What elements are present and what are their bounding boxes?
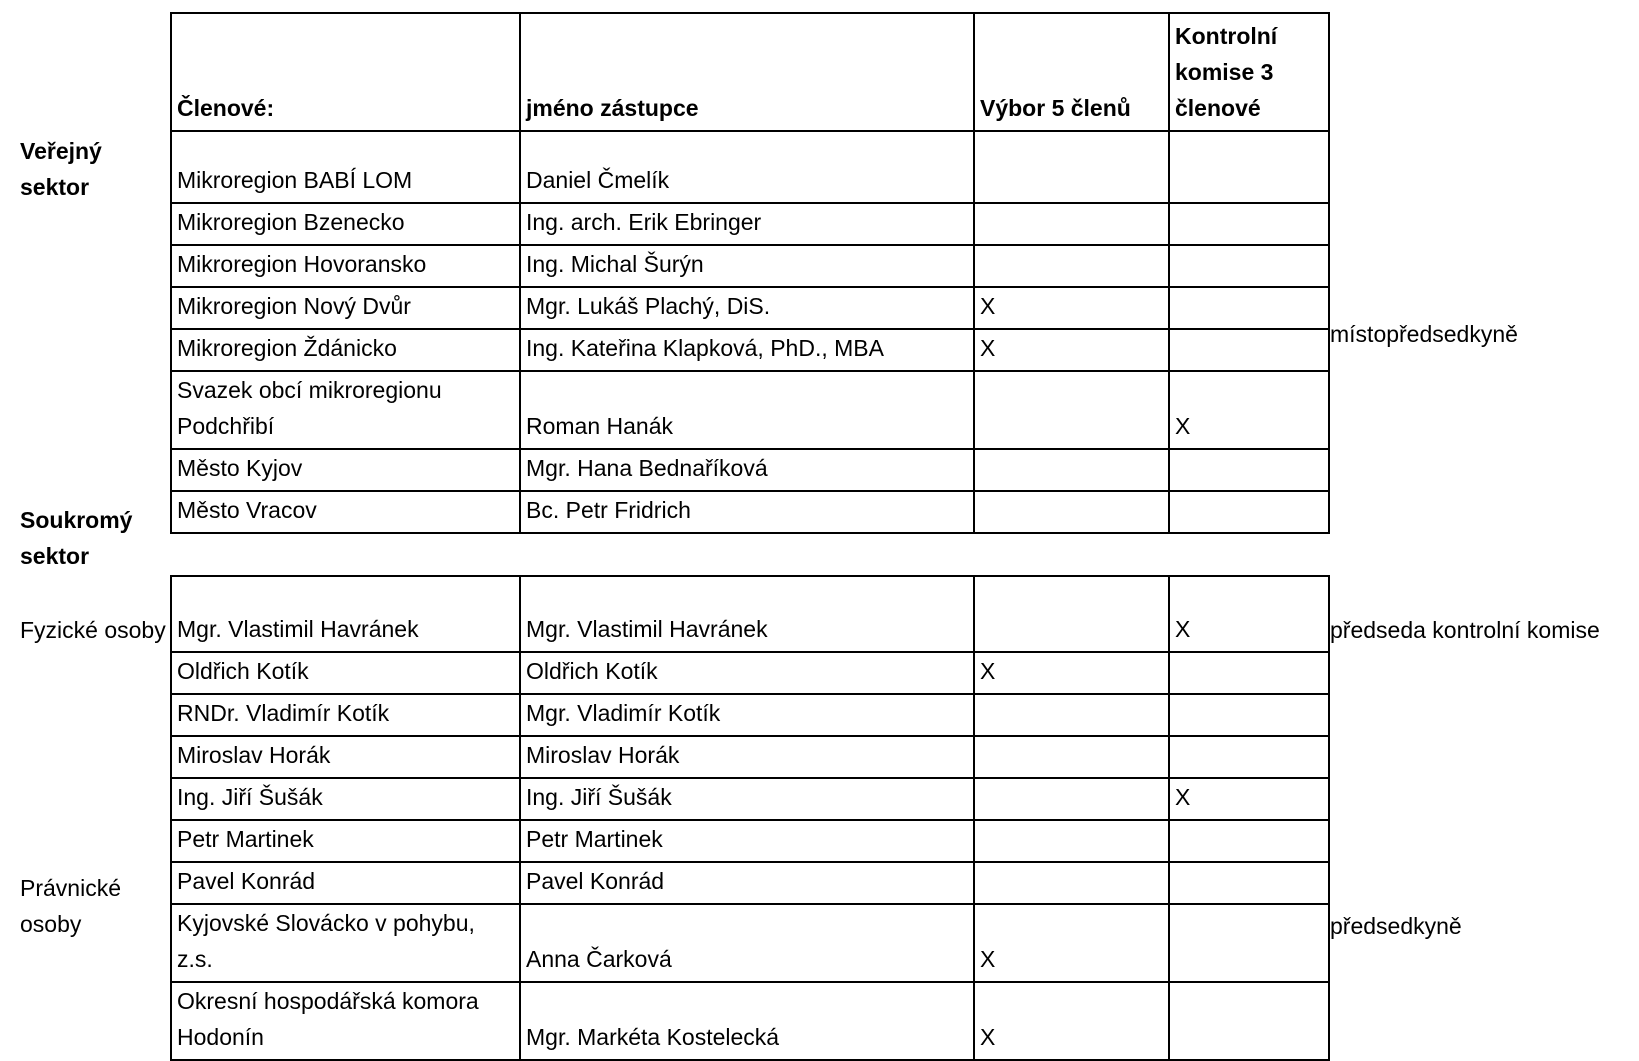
committee-cell[interactable] bbox=[974, 245, 1169, 287]
rep-cell[interactable]: Roman Hanák bbox=[520, 371, 974, 449]
member-cell[interactable]: Ing. Jiří Šušák bbox=[171, 778, 520, 820]
table-row bbox=[171, 329, 1329, 371]
control-cell[interactable] bbox=[1169, 131, 1329, 203]
control-cell[interactable]: X bbox=[1169, 778, 1329, 820]
control-cell[interactable] bbox=[1169, 329, 1329, 371]
rep-cell[interactable]: Mgr. Markéta Kostelecká bbox=[520, 982, 974, 1060]
committee-cell[interactable] bbox=[974, 491, 1169, 533]
table-row bbox=[171, 862, 1329, 904]
rep-cell[interactable]: Mgr. Vladimír Kotík bbox=[520, 694, 974, 736]
rep-cell[interactable]: Oldřich Kotík bbox=[520, 652, 974, 694]
member-cell[interactable]: Kyjovské Slovácko v pohybu, z.s. bbox=[171, 904, 520, 982]
member-cell[interactable]: Mgr. Vlastimil Havránek bbox=[171, 576, 520, 652]
table-row bbox=[171, 371, 1329, 449]
table-row bbox=[171, 736, 1329, 778]
member-cell[interactable]: Mikroregion Bzenecko bbox=[171, 203, 520, 245]
committee-cell[interactable] bbox=[974, 820, 1169, 862]
table-row bbox=[171, 904, 1329, 982]
control-cell[interactable] bbox=[1169, 652, 1329, 694]
header-row bbox=[171, 13, 1329, 131]
committee-cell[interactable] bbox=[974, 131, 1169, 203]
member-cell[interactable]: Pavel Konrád bbox=[171, 862, 520, 904]
table-row bbox=[171, 820, 1329, 862]
table-row bbox=[171, 449, 1329, 491]
member-cell[interactable]: Město Vracov bbox=[171, 491, 520, 533]
public-sector-label: Veřejný sektor bbox=[20, 138, 102, 200]
committee-cell[interactable] bbox=[974, 371, 1169, 449]
rep-cell[interactable]: Mgr. Vlastimil Havránek bbox=[520, 576, 974, 652]
header-committee[interactable]: Výbor 5 členů bbox=[974, 13, 1169, 131]
rep-cell[interactable]: Bc. Petr Fridrich bbox=[520, 491, 974, 533]
table-row bbox=[171, 131, 1329, 203]
member-cell[interactable]: Mikroregion Ždánicko bbox=[171, 329, 520, 371]
table-row bbox=[171, 652, 1329, 694]
rep-cell[interactable]: Anna Čarková bbox=[520, 904, 974, 982]
member-cell[interactable]: Mikroregion BABÍ LOM bbox=[171, 131, 520, 203]
committee-cell[interactable] bbox=[974, 576, 1169, 652]
member-cell[interactable]: Mikroregion Nový Dvůr bbox=[171, 287, 520, 329]
note-vice-chair: místopředsedkyně bbox=[1330, 321, 1518, 347]
committee-cell[interactable]: X bbox=[974, 652, 1169, 694]
member-cell[interactable]: Okresní hospodářská komora Hodonín bbox=[171, 982, 520, 1060]
rep-cell[interactable]: Mgr. Lukáš Plachý, DiS. bbox=[520, 287, 974, 329]
table-row bbox=[171, 576, 1329, 652]
table-row bbox=[171, 287, 1329, 329]
member-cell[interactable]: Svazek obcí mikroregionu Podchřibí bbox=[171, 371, 520, 449]
private-sector-label: Soukromý sektor bbox=[20, 507, 133, 569]
note-control-chair: předseda kontrolní komise bbox=[1330, 617, 1600, 643]
member-cell[interactable]: Město Kyjov bbox=[171, 449, 520, 491]
control-cell[interactable] bbox=[1169, 491, 1329, 533]
note-chair: předsedkyně bbox=[1330, 913, 1462, 939]
committee-cell[interactable] bbox=[974, 449, 1169, 491]
control-cell[interactable] bbox=[1169, 982, 1329, 1060]
header-representative[interactable]: jméno zástupce bbox=[520, 13, 974, 131]
committee-cell[interactable]: X bbox=[974, 287, 1169, 329]
table-row bbox=[171, 203, 1329, 245]
committee-cell[interactable] bbox=[974, 862, 1169, 904]
committee-cell[interactable]: X bbox=[974, 982, 1169, 1060]
committee-cell[interactable] bbox=[974, 694, 1169, 736]
public-sector-table bbox=[170, 12, 1330, 534]
table-row bbox=[171, 778, 1329, 820]
member-cell[interactable]: RNDr. Vladimír Kotík bbox=[171, 694, 520, 736]
rep-cell[interactable]: Ing. Kateřina Klapková, PhD., MBA bbox=[520, 329, 974, 371]
control-cell[interactable]: X bbox=[1169, 371, 1329, 449]
rep-cell[interactable]: Ing. Michal Šurýn bbox=[520, 245, 974, 287]
rep-cell[interactable]: Miroslav Horák bbox=[520, 736, 974, 778]
control-cell[interactable] bbox=[1169, 694, 1329, 736]
control-cell[interactable] bbox=[1169, 449, 1329, 491]
member-cell[interactable]: Mikroregion Hovoransko bbox=[171, 245, 520, 287]
committee-cell[interactable] bbox=[974, 778, 1169, 820]
rep-cell[interactable]: Daniel Čmelík bbox=[520, 131, 974, 203]
committee-cell[interactable] bbox=[974, 736, 1169, 778]
control-cell[interactable] bbox=[1169, 904, 1329, 982]
control-cell[interactable] bbox=[1169, 862, 1329, 904]
natural-persons-label: Fyzické osoby bbox=[20, 617, 166, 643]
committee-cell[interactable]: X bbox=[974, 904, 1169, 982]
private-sector-table bbox=[170, 575, 1330, 1061]
rep-cell[interactable]: Ing. arch. Erik Ebringer bbox=[520, 203, 974, 245]
member-cell[interactable]: Miroslav Horák bbox=[171, 736, 520, 778]
control-cell[interactable]: X bbox=[1169, 576, 1329, 652]
member-cell[interactable]: Petr Martinek bbox=[171, 820, 520, 862]
committee-cell[interactable] bbox=[974, 203, 1169, 245]
control-cell[interactable] bbox=[1169, 245, 1329, 287]
rep-cell[interactable]: Ing. Jiří Šušák bbox=[520, 778, 974, 820]
control-cell[interactable] bbox=[1169, 820, 1329, 862]
table-row bbox=[171, 245, 1329, 287]
table-row bbox=[171, 982, 1329, 1060]
control-cell[interactable] bbox=[1169, 736, 1329, 778]
rep-cell[interactable]: Pavel Konrád bbox=[520, 862, 974, 904]
rep-cell[interactable]: Mgr. Hana Bednaříková bbox=[520, 449, 974, 491]
member-cell[interactable]: Oldřich Kotík bbox=[171, 652, 520, 694]
control-cell[interactable] bbox=[1169, 287, 1329, 329]
table-row bbox=[171, 694, 1329, 736]
table-row bbox=[171, 491, 1329, 533]
header-control[interactable]: Kontrolní komise 3 členové bbox=[1169, 13, 1329, 131]
rep-cell[interactable]: Petr Martinek bbox=[520, 820, 974, 862]
header-members[interactable]: Členové: bbox=[171, 13, 520, 131]
legal-persons-label: Právnické osoby bbox=[20, 875, 121, 937]
control-cell[interactable] bbox=[1169, 203, 1329, 245]
committee-cell[interactable]: X bbox=[974, 329, 1169, 371]
